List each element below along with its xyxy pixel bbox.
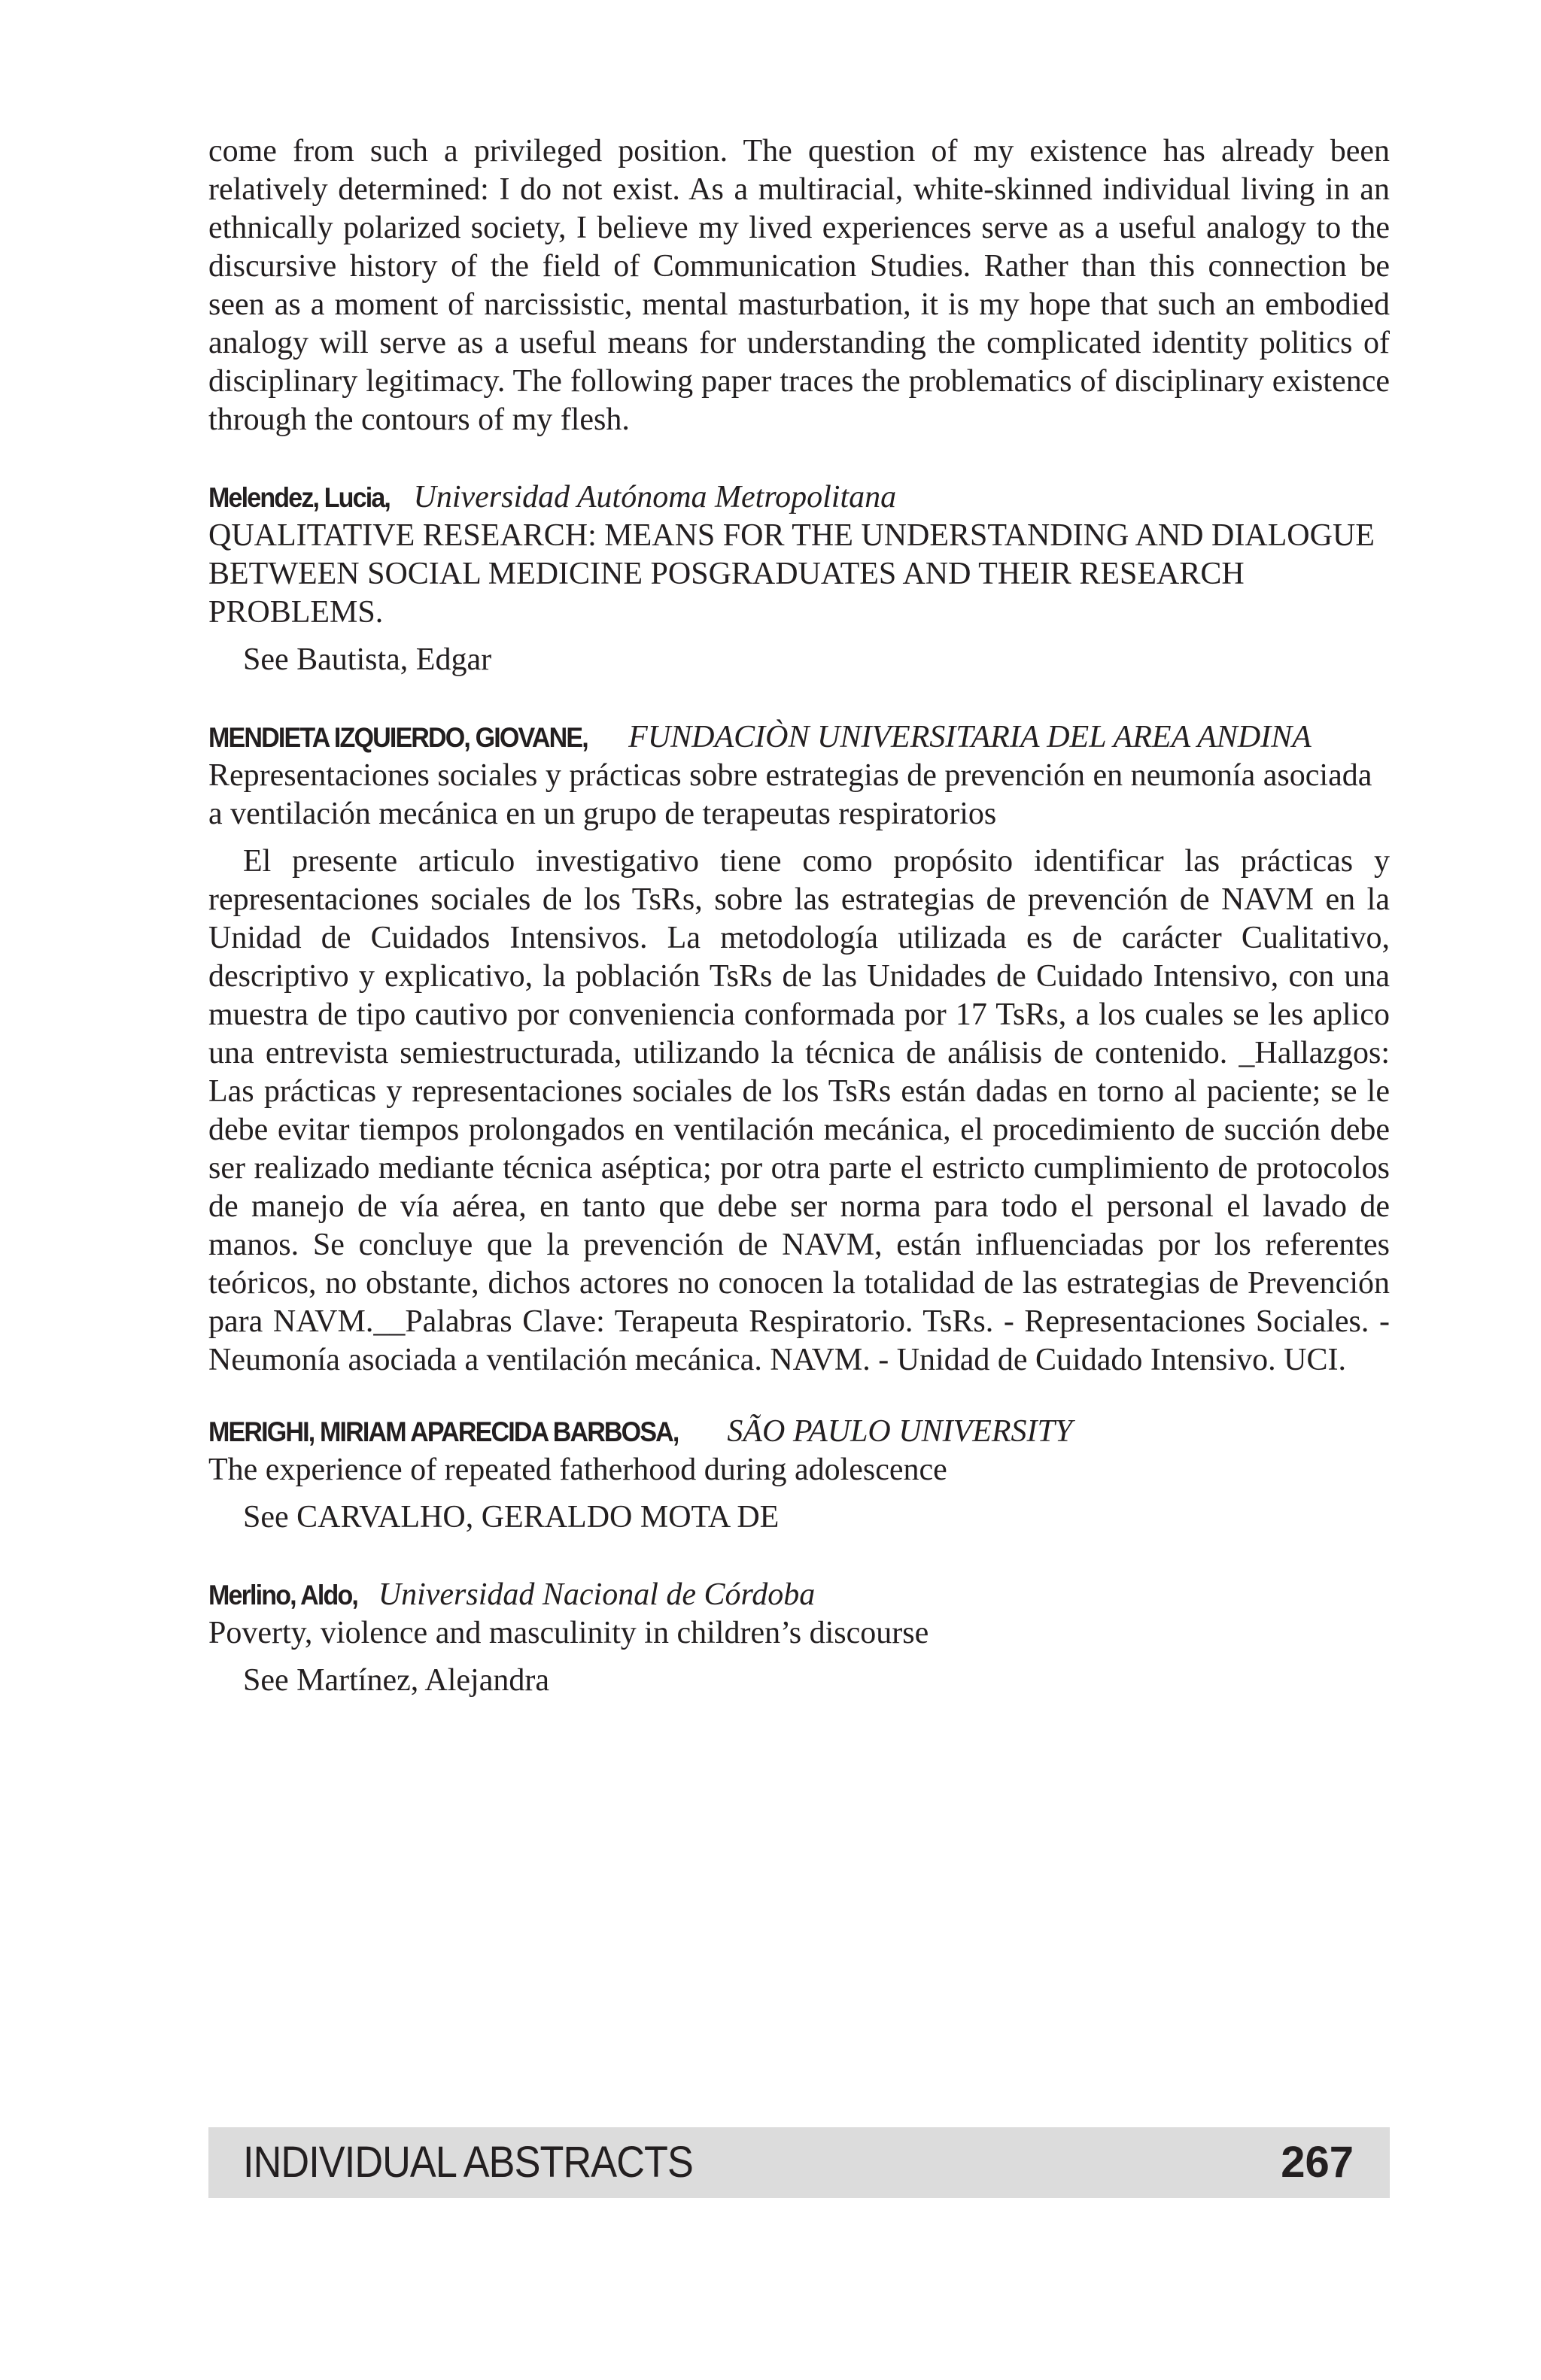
abstract-text: El presente articulo investigativo tiene como propósito identificar las prácticas y representaciones sociales de los TsRs, sobre las estrategias de prevención de NAVM en la Unidad de Cuidados Intensivos. La metodología utilizada es de carácter Cualitativo, descriptivo y explicativo, la población TsRs de las Unidades de Cuidado Intensivo, con una muestra de tipo cautivo por conveniencia conformada por 17 TsRs, a los cuales se les aplico una entrevista semiestructurada, utilizando la técnica de análisis de contenido. _Hallazgos: Las prácticas y representaciones sociales de los TsRs están dadas en torno al paciente; se le debe evitar tiempos prolongados en ventilación mecánica, el procedimiento de succión debe ser realizado mediante técnica aséptica; por otra parte el estricto cumplimiento de protocolos de manejo de vía aérea, en tanto que debe ser norma para todo el personal el lavado de manos. Se concluye que la prevención de NAVM, están influenciadas por los referentes teóricos, no obstante, dichos actores no conocen la totalidad de las estrategias de Prevención para NAVM.__Palabras Clave: Terapeuta Respiratorio. TsRs. - Representaciones Sociales. - Neumonía asociada a ventilación mecánica. NAVM. - Unidad de Cuidado Intensivo. UCI.: [208, 844, 1390, 1377]
institution: Universidad Autónoma Metropolitana: [413, 480, 897, 515]
abstract-entry: [208, 1576, 1390, 1700]
abstract-entry: [208, 478, 1390, 679]
abstract-title: Poverty, violence and masculinity in children’s discourse: [208, 1616, 929, 1650]
author-line: [208, 1413, 1390, 1451]
author-name: Melendez, Lucia,: [208, 482, 391, 513]
abstract-entry: [208, 1413, 1390, 1537]
institution: FUNDACIÒN UNIVERSITARIA DEL AREA ANDINA: [628, 720, 1312, 754]
institution: SÃO PAULO UNIVERSITY: [727, 1414, 1073, 1449]
author-name: Merlino, Aldo,: [208, 1580, 358, 1610]
abstract-title: QUALITATIVE RESEARCH: MEANS FOR THE UNDERSTANDING AND DIALOGUE BETWEEN SOCIAL MEDICINE POSGRADUATES AND THEIR RESEARCH PROBLEMS.: [208, 518, 1375, 630]
author-name: MENDIETA IZQUIERDO, GIOVANE,: [208, 722, 588, 753]
author-name: MERIGHI, MIRIAM APARECIDA BARBOSA,: [208, 1416, 679, 1447]
page-body: [208, 132, 1390, 1700]
page-number: 267: [1281, 2138, 1354, 2187]
institution: Universidad Nacional de Córdoba: [378, 1577, 816, 1612]
see-reference: See CARVALHO, GERALDO MOTA DE: [243, 1500, 780, 1535]
abstract-title: Representaciones sociales y prácticas sobre estrategias de prevención en neumonía asociada a ventilación mecánica en un grupo de terapeutas respiratorios: [208, 758, 1372, 831]
author-line: [208, 1576, 1390, 1614]
section-label: INDIVIDUAL ABSTRACTS: [243, 2138, 693, 2187]
abstract-title: The experience of repeated fatherhood during adolescence: [208, 1453, 947, 1487]
author-line: [208, 478, 1390, 517]
see-reference: See Bautista, Edgar: [243, 642, 492, 677]
continuation-paragraph: come from such a privileged position. The question of my existence has already been relatively determined: I do not exist. As a multiracial, white-skinned individual living in an ethnically polarized society, I believe my lived experiences serve as a useful analogy to the discursive history of the field of Communication Studies. Rather than this connection be seen as a moment of narcissistic, mental masturbation, it is my hope that such an embodied analogy will serve as a useful means for understanding the complicated identity politics of disciplinary legitimacy. The following paper traces the problematics of disciplinary existence through the contours of my flesh.: [208, 134, 1390, 437]
footer-band: [208, 2127, 1390, 2198]
see-reference: See Martínez, Alejandra: [243, 1663, 549, 1698]
abstract-entry: [208, 718, 1390, 1380]
author-line: [208, 718, 1390, 757]
